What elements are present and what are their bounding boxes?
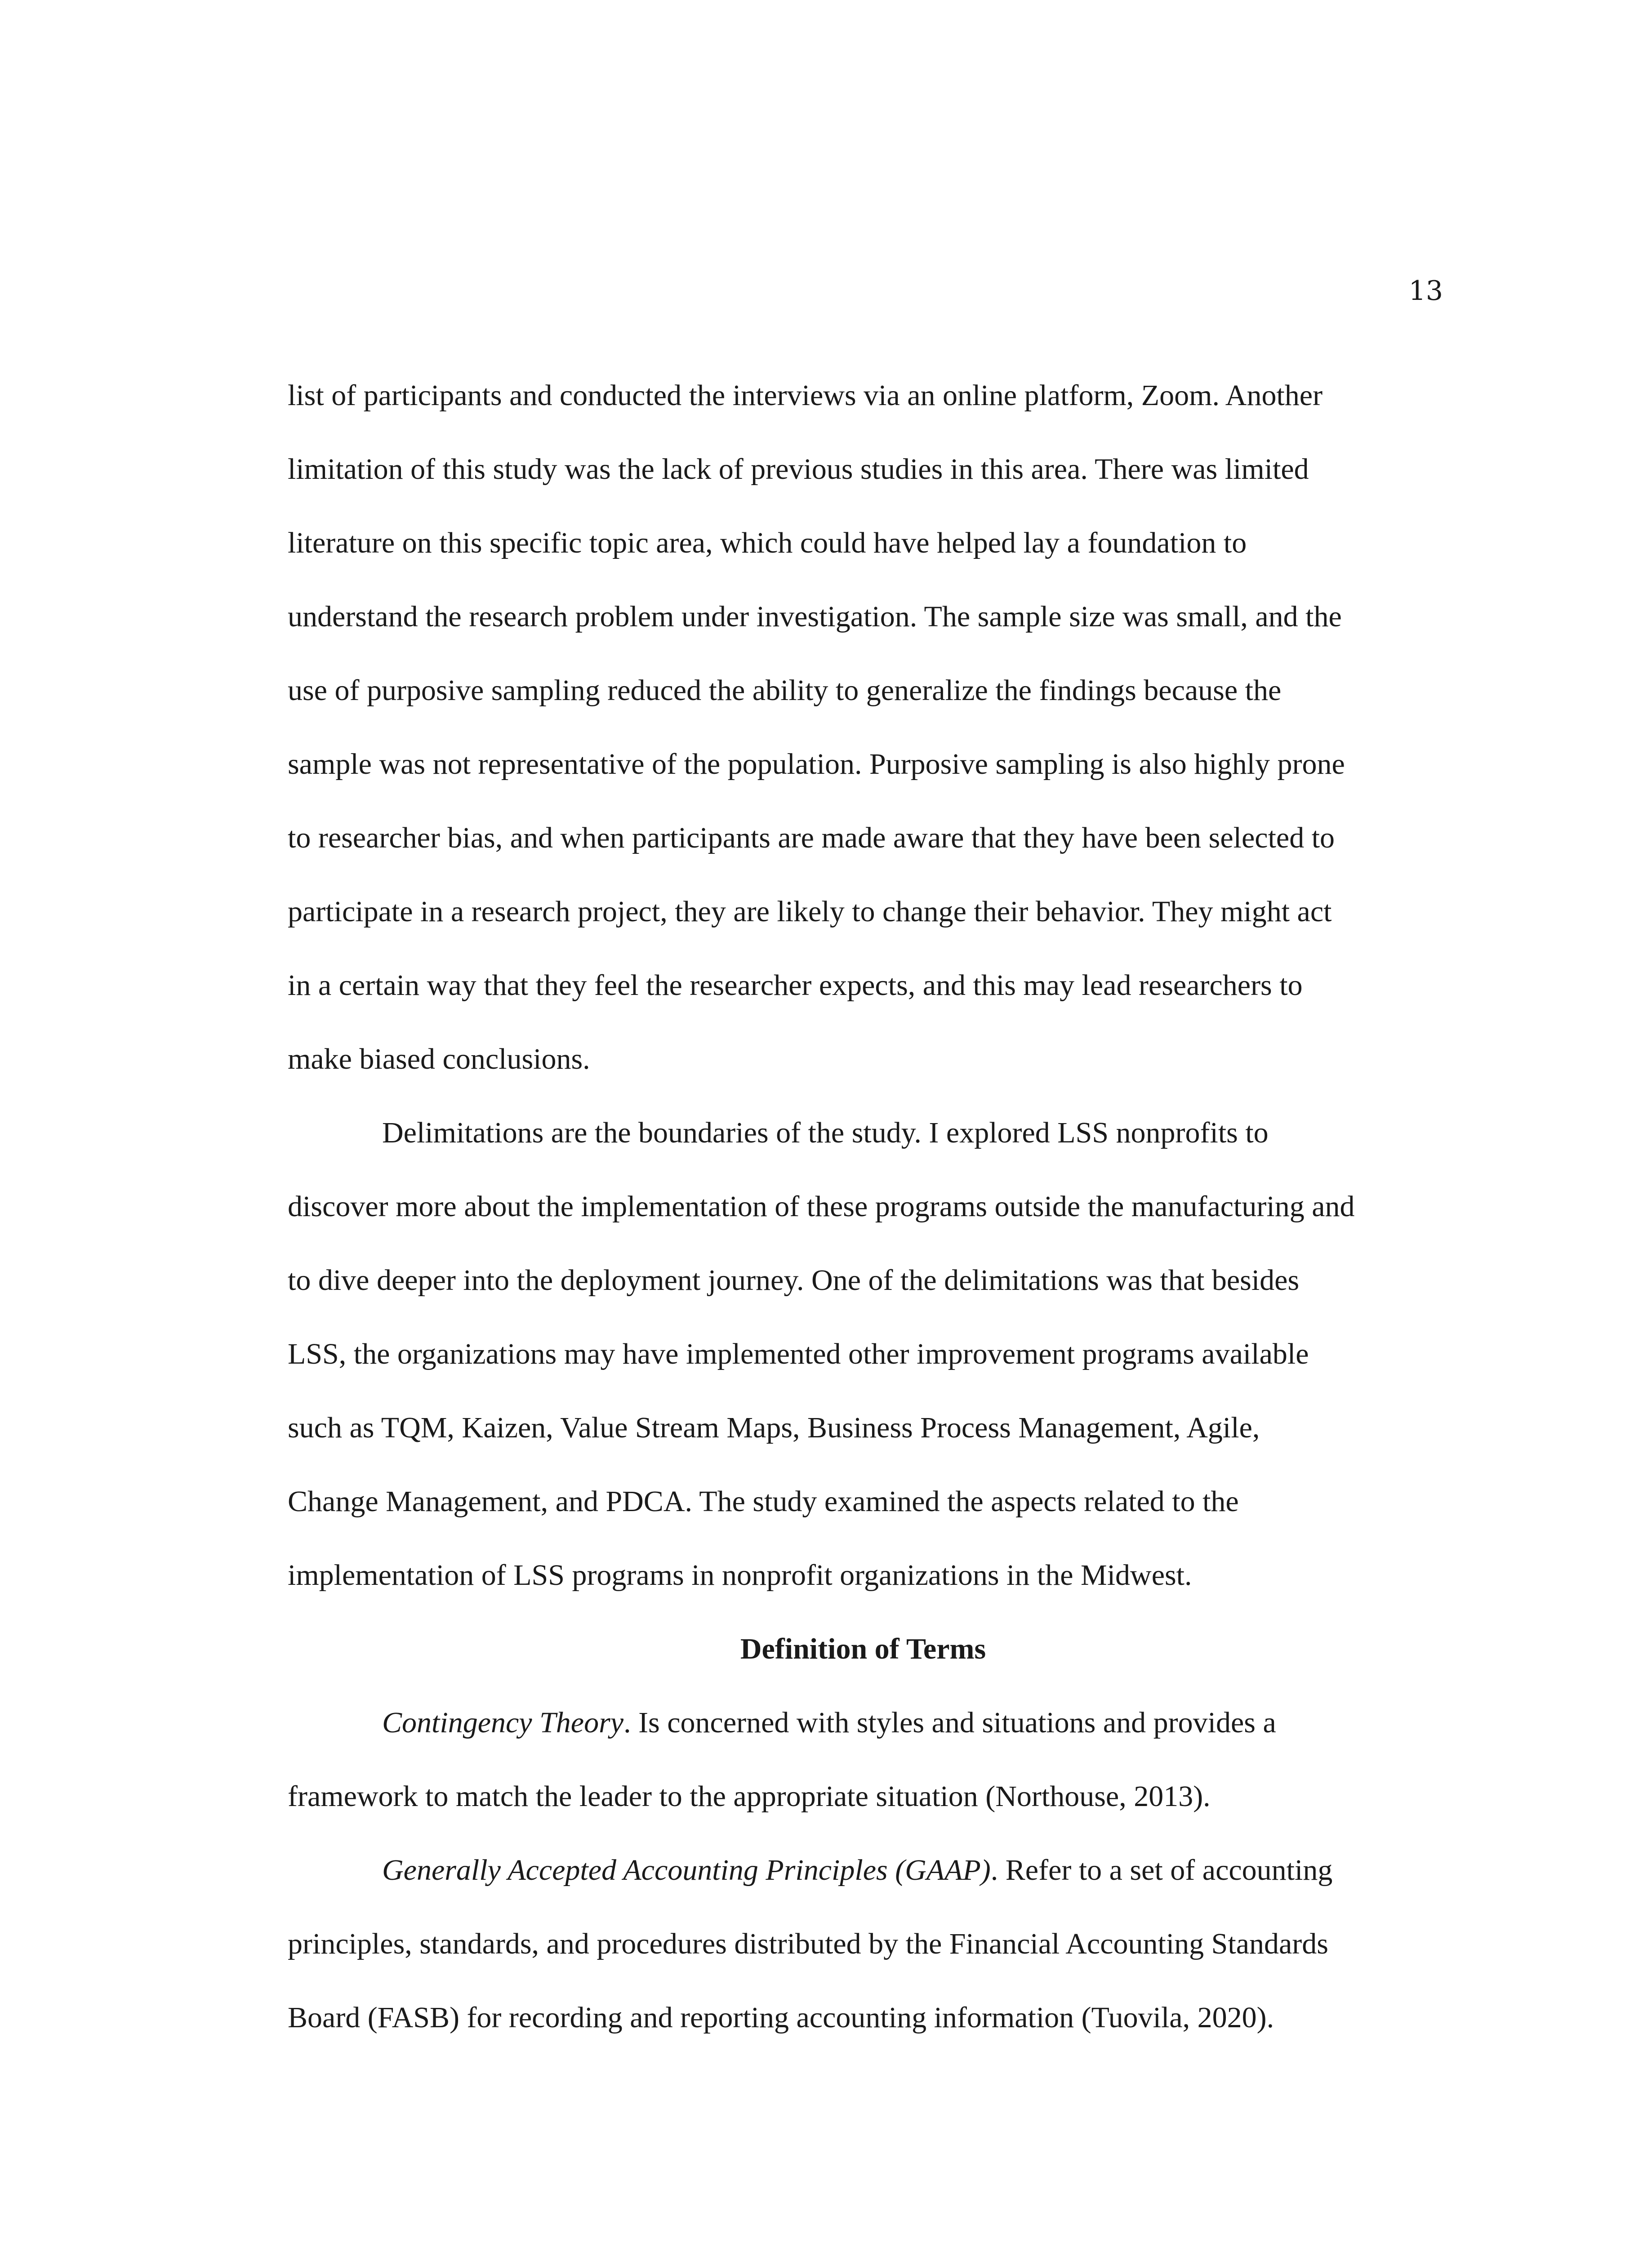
term-contingency-theory <box>288 1686 1438 1833</box>
term-definition-start: . Is concerned with styles and situations and provides a <box>623 1706 1276 1739</box>
text-line: LSS, the organizations may have implemented other improvement programs available <box>288 1338 1309 1370</box>
term-name: Contingency Theory <box>382 1706 624 1739</box>
text-line: limitation of this study was the lack of previous studies in this area. There was limited <box>288 453 1309 486</box>
text-line: implementation of LSS programs in nonprofit organizations in the Midwest. <box>288 1559 1192 1592</box>
text-line: list of participants and conducted the interviews via an online platform, Zoom. Another <box>288 379 1323 412</box>
delimitations-paragraph <box>288 1096 1438 1612</box>
text-line: in a certain way that they feel the researcher expects, and this may lead researchers to <box>288 969 1303 1002</box>
text-line: such as TQM, Kaizen, Value Stream Maps, Business Process Management, Agile, <box>288 1411 1260 1444</box>
text-line: principles, standards, and procedures distributed by the Financial Accounting Standards <box>288 1927 1328 1960</box>
text-line: understand the research problem under investigation. The sample size was small, and the <box>288 600 1342 633</box>
section-heading: Definition of Terms <box>740 1632 986 1665</box>
text-line: use of purposive sampling reduced the ability to generalize the findings because the <box>288 674 1282 707</box>
text-line: Change Management, and PDCA. The study examined the aspects related to the <box>288 1485 1239 1518</box>
text-line: sample was not representative of the population. Purposive sampling is also highly prone <box>288 748 1345 781</box>
text-line: Board (FASB) for recording and reporting accounting information (Tuovila, 2020). <box>288 2001 1274 2034</box>
text-line: discover more about the implementation of these programs outside the manufacturing and <box>288 1190 1355 1223</box>
text-line <box>288 1686 1438 1760</box>
page-number: 13 <box>1408 275 1443 307</box>
text-line: literature on this specific topic area, which could have helped lay a foundation to <box>288 526 1247 559</box>
term-definition-start: . Refer to a set of accounting <box>990 1854 1333 1887</box>
text-line: to dive deeper into the deployment journey. One of the delimitations was that besides <box>288 1264 1300 1297</box>
text-line: participate in a research project, they are likely to change their behavior. They might act <box>288 895 1332 928</box>
term-gaap <box>288 1833 1438 2055</box>
text-line: framework to match the leader to the appropriate situation (Northouse, 2013). <box>288 1780 1211 1813</box>
term-name: Generally Accepted Accounting Principles (GAAP) <box>382 1854 991 1887</box>
limitations-paragraph <box>288 359 1438 1096</box>
document-body <box>288 359 1438 2055</box>
text-line: Delimitations are the boundaries of the study. I explored LSS nonprofits to <box>382 1116 1269 1149</box>
text-line <box>288 1833 1438 1907</box>
text-line: to researcher bias, and when participants are made aware that they have been selected to <box>288 821 1335 854</box>
text-line: make biased conclusions. <box>288 1043 590 1075</box>
